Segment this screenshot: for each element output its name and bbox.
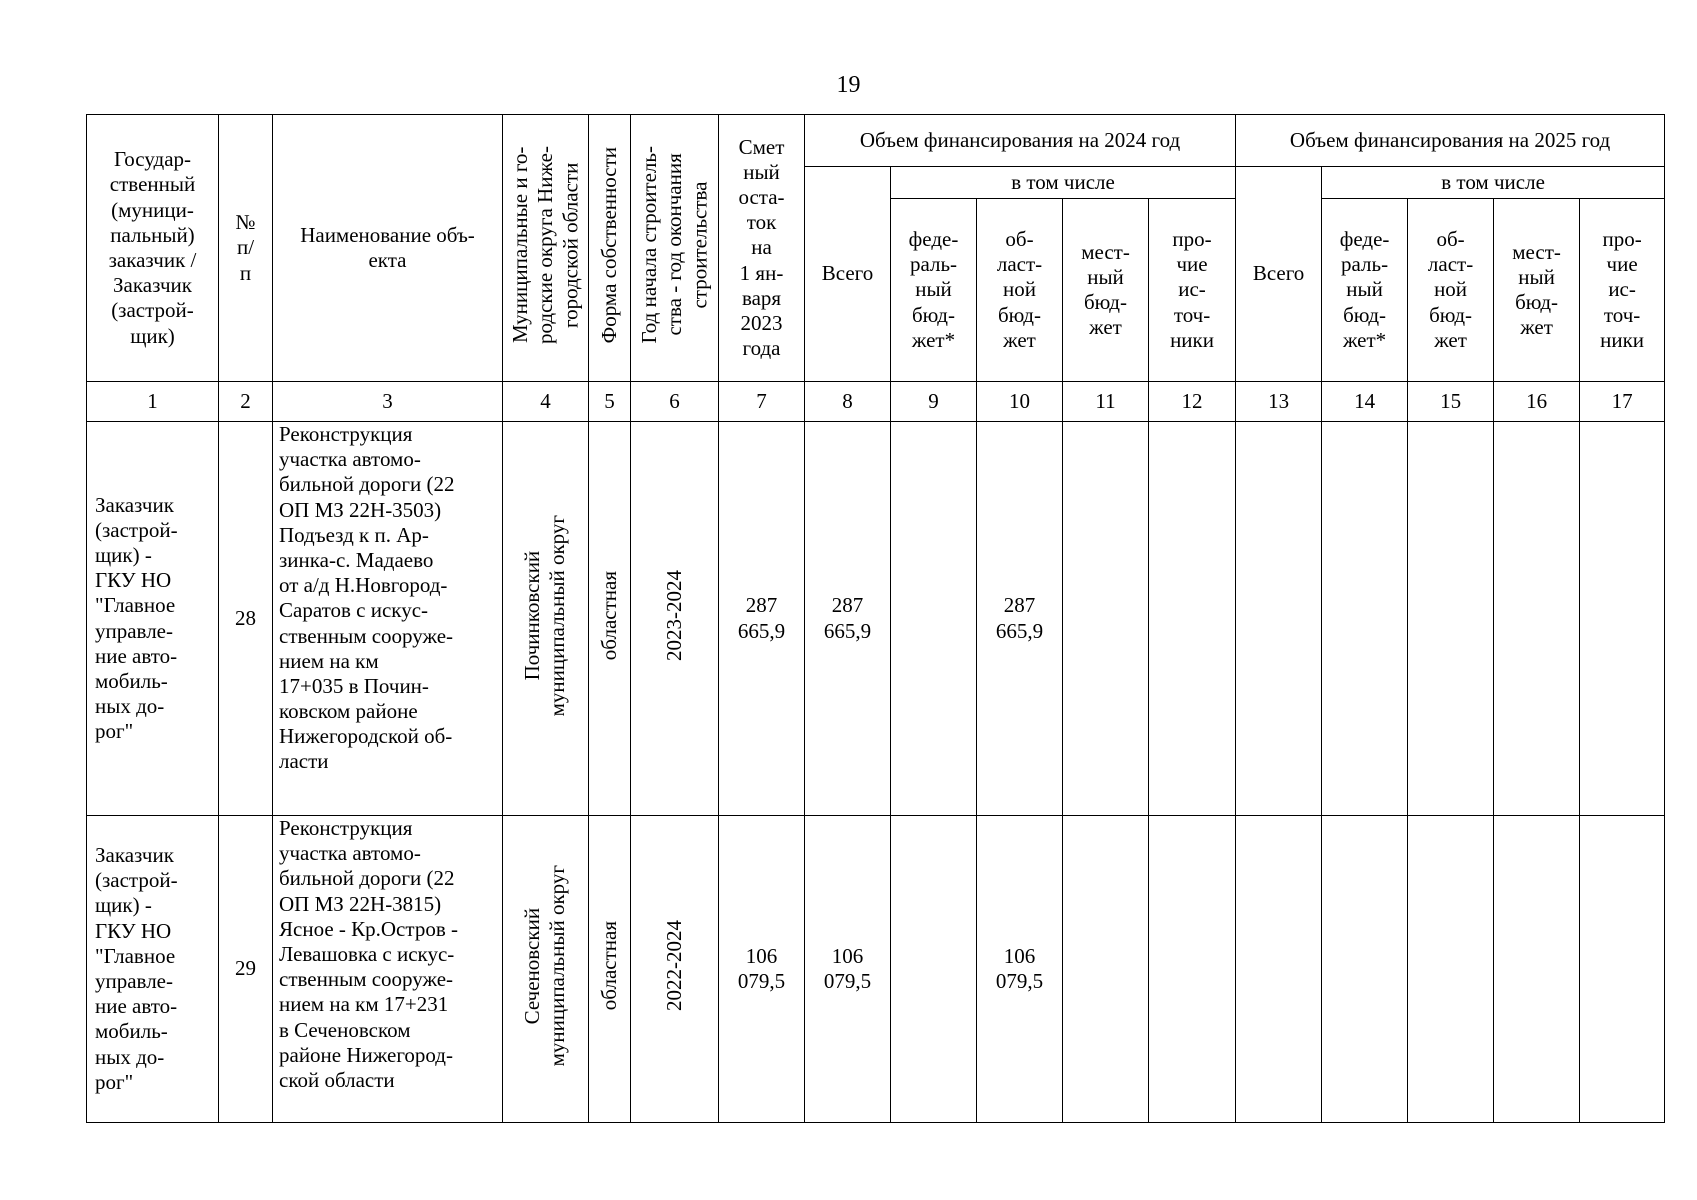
column-number: 1 [87, 382, 219, 422]
cell-other-2024 [1149, 422, 1236, 816]
cell-ownership: областная [589, 422, 631, 816]
header-customer: Государ- ственный (муници- пальный) заказчик / Заказчик (застрой- щик) [87, 115, 219, 382]
cell-regional-2024: 287 665,9 [977, 422, 1063, 816]
cell-federal-2024 [891, 422, 977, 816]
header-funding-2025: Объем финансирования на 2025 год [1236, 115, 1665, 167]
column-number: 16 [1494, 382, 1580, 422]
cell-other-2024 [1149, 816, 1236, 1123]
header-years: Год начала строитель- ства - год окончания строительства [631, 115, 719, 382]
cell-municipality: Починковский муниципальный округ [503, 422, 589, 816]
cell-total-2025 [1236, 816, 1322, 1123]
table-row [87, 422, 1665, 816]
header-other-2025: про- чие ис- точ- ники [1580, 199, 1665, 382]
cell-local-2025 [1494, 422, 1580, 816]
cell-regional-2025 [1408, 816, 1494, 1123]
cell-customer: Заказчик (застрой- щик) - ГКУ НО "Главное управле- ние авто- мобиль- ных до- рог" [87, 422, 219, 816]
cell-years: 2023-2024 [631, 422, 719, 816]
column-number: 6 [631, 382, 719, 422]
column-number: 11 [1063, 382, 1149, 422]
cell-municipality: Сеченовский муниципальный округ [503, 816, 589, 1123]
header-regional-2024: об- ласт- ной бюд- жет [977, 199, 1063, 382]
cell-local-2025 [1494, 816, 1580, 1123]
header-federal-2024: феде- раль- ный бюд- жет* [891, 199, 977, 382]
header-local-2024: мест- ный бюд- жет [1063, 199, 1149, 382]
column-numbers-row [87, 382, 1665, 422]
cell-estimate: 287 665,9 [719, 422, 805, 816]
cell-other-2025 [1580, 422, 1665, 816]
cell-federal-2025 [1322, 816, 1408, 1123]
financing-table [86, 114, 1665, 1123]
cell-local-2024 [1063, 422, 1149, 816]
header-federal-2025: феде- раль- ный бюд- жет* [1322, 199, 1408, 382]
cell-total-2025 [1236, 422, 1322, 816]
cell-ownership: областная [589, 816, 631, 1123]
cell-total-2024: 287 665,9 [805, 422, 891, 816]
cell-other-2025 [1580, 816, 1665, 1123]
header-estimate: Смет ный оста- ток на 1 ян- варя 2023 года [719, 115, 805, 382]
cell-customer: Заказчик (застрой- щик) - ГКУ НО "Главное управле- ние авто- мобиль- ных до- рог" [87, 816, 219, 1123]
header-including-2025: в том числе [1322, 167, 1665, 199]
column-number: 12 [1149, 382, 1236, 422]
header-funding-2024: Объем финансирования на 2024 год [805, 115, 1236, 167]
header-num: № п/ п [219, 115, 273, 382]
column-number: 3 [273, 382, 503, 422]
header-object-name: Наименование объ- екта [273, 115, 503, 382]
header-other-2024: про- чие ис- точ- ники [1149, 199, 1236, 382]
page-number: 19 [836, 72, 861, 98]
cell-local-2024 [1063, 816, 1149, 1123]
column-number: 13 [1236, 382, 1322, 422]
table-row [87, 816, 1665, 1123]
header-regional-2025: об- ласт- ной бюд- жет [1408, 199, 1494, 382]
cell-regional-2024: 106 079,5 [977, 816, 1063, 1123]
header-total-2025: Всего [1236, 167, 1322, 382]
cell-total-2024: 106 079,5 [805, 816, 891, 1123]
header-ownership: Форма собственности [589, 115, 631, 382]
column-number: 9 [891, 382, 977, 422]
cell-estimate: 106 079,5 [719, 816, 805, 1123]
cell-regional-2025 [1408, 422, 1494, 816]
column-number: 15 [1408, 382, 1494, 422]
cell-num: 29 [219, 816, 273, 1123]
header-total-2024: Всего [805, 167, 891, 382]
column-number: 10 [977, 382, 1063, 422]
header-including-2024: в том числе [891, 167, 1236, 199]
header-municipality: Муниципальные и го- родские округа Ниже- городской области [503, 115, 589, 382]
column-number: 8 [805, 382, 891, 422]
cell-federal-2025 [1322, 422, 1408, 816]
column-number: 2 [219, 382, 273, 422]
header-local-2025: мест- ный бюд- жет [1494, 199, 1580, 382]
header-row-1 [87, 115, 1665, 167]
column-number: 14 [1322, 382, 1408, 422]
cell-num: 28 [219, 422, 273, 816]
cell-object-name: Реконструкция участка автомо- бильной дороги (22 ОП МЗ 22Н-3815) Ясное - Кр.Остров - Левашовка с искус- ственным сооруже- нием на км 17+231 в Сеченовском районе Нижегород- ской области [273, 816, 503, 1123]
column-number: 5 [589, 382, 631, 422]
column-number: 17 [1580, 382, 1665, 422]
column-number: 7 [719, 382, 805, 422]
column-number: 4 [503, 382, 589, 422]
cell-object-name: Реконструкция участка автомо- бильной дороги (22 ОП МЗ 22Н-3503) Подъезд к п. Ар- зинка-с. Мадаево от а/д Н.Новгород- Саратов с искус- ственным сооруже- нием на км 17+035 в Почин- ковском районе Нижегородской об- ласти [273, 422, 503, 816]
cell-years: 2022-2024 [631, 816, 719, 1123]
cell-federal-2024 [891, 816, 977, 1123]
